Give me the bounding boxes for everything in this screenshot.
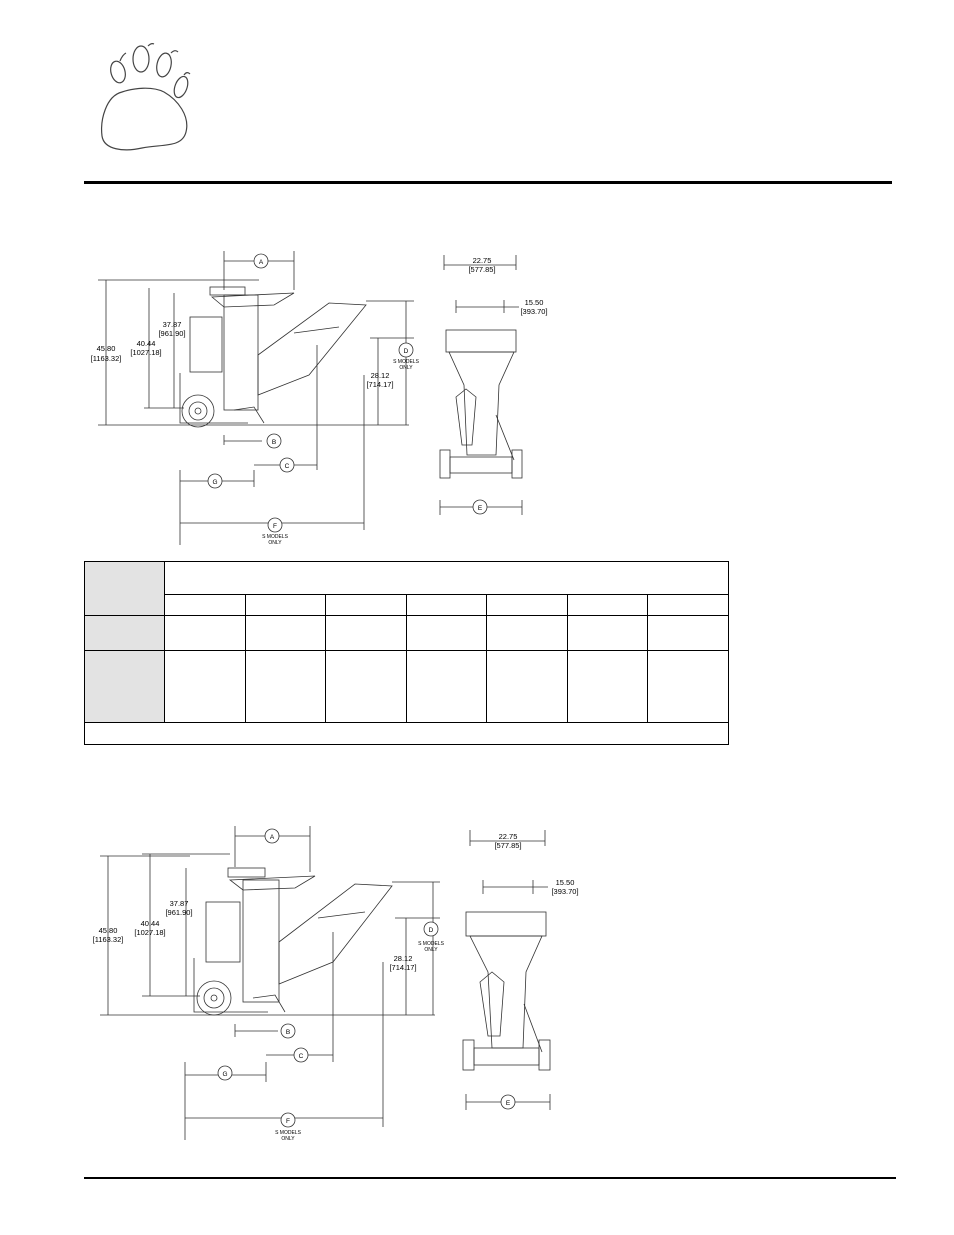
note-d-s-models: S MODELS	[418, 941, 444, 947]
dim-overall-width: 22.75	[472, 256, 492, 265]
dim-low-height-mm: [961.90]	[158, 329, 186, 338]
dim-mid-height-mm: [1027.18]	[134, 928, 166, 937]
callout-a-label: A	[269, 834, 275, 841]
dim-hopper-width: 15.50	[524, 298, 544, 307]
dim-overall-width-mm: [577.85]	[468, 265, 496, 274]
note-d-only: ONLY	[399, 365, 413, 371]
note-f-s-models: S MODELS	[275, 1130, 301, 1136]
table-row-header	[85, 651, 165, 723]
dim-overall-width-mm: [577.85]	[494, 841, 522, 850]
callout-a-label: A	[258, 259, 264, 266]
dim-total-height-mm: [1163.32]	[92, 935, 124, 944]
note-d-only: ONLY	[424, 947, 438, 953]
table-header-span-cell	[165, 562, 729, 595]
dim-hopper-width-mm: [393.70]	[551, 887, 579, 896]
table-corner-cell	[85, 562, 165, 616]
note-d-s-models: S MODELS	[393, 359, 419, 365]
dimensions-table	[84, 561, 729, 745]
dim-chute-height: 28.12	[393, 954, 413, 963]
dimension-drawing-bottom	[90, 822, 600, 1152]
dim-low-height-mm: [961.90]	[165, 908, 193, 917]
table-row	[85, 651, 729, 723]
dim-total-height: 45.80	[98, 926, 118, 935]
dim-mid-height-mm: [1027.18]	[130, 348, 162, 357]
dim-total-height: 45.80	[96, 344, 116, 353]
callout-b-label: B	[271, 439, 277, 446]
dim-low-height: 37.87	[169, 899, 189, 908]
callout-f-label: F	[286, 1118, 290, 1125]
callout-e-label: E	[477, 505, 483, 512]
dim-mid-height: 40.44	[136, 339, 156, 348]
callout-b-label: B	[285, 1029, 291, 1036]
note-f-only: ONLY	[281, 1136, 295, 1142]
callout-g-label: G	[222, 1071, 228, 1078]
dim-low-height: 37.87	[162, 320, 182, 329]
callout-d-label: D	[428, 927, 434, 934]
dimension-drawing-top	[84, 245, 564, 550]
callout-e-label: E	[505, 1100, 511, 1107]
note-f-s-models: S MODELS	[262, 534, 288, 540]
callout-c-label: C	[284, 463, 290, 470]
dim-mid-height: 40.44	[140, 919, 160, 928]
table-row	[85, 723, 729, 745]
callout-c-label: C	[298, 1053, 304, 1060]
table-row	[85, 595, 729, 616]
dim-chute-height-mm: [714.17]	[366, 380, 394, 389]
table-note-cell	[85, 723, 729, 745]
dim-hopper-width-mm: [393.70]	[520, 307, 548, 316]
note-f-only: ONLY	[268, 540, 282, 546]
dim-total-height-mm: [1163.32]	[90, 354, 122, 363]
table-row	[85, 616, 729, 651]
dim-hopper-width: 15.50	[555, 878, 575, 887]
table-row-header	[85, 616, 165, 651]
dim-chute-height-mm: [714.17]	[389, 963, 417, 972]
dim-overall-width: 22.75	[498, 832, 518, 841]
callout-g-label: G	[212, 479, 218, 486]
paw-print-logo	[92, 40, 196, 155]
dim-chute-height: 28.12	[370, 371, 390, 380]
footer-rule	[84, 1177, 896, 1179]
callout-f-label: F	[273, 523, 277, 530]
header-rule	[84, 181, 892, 184]
callout-d-label: D	[403, 348, 409, 355]
